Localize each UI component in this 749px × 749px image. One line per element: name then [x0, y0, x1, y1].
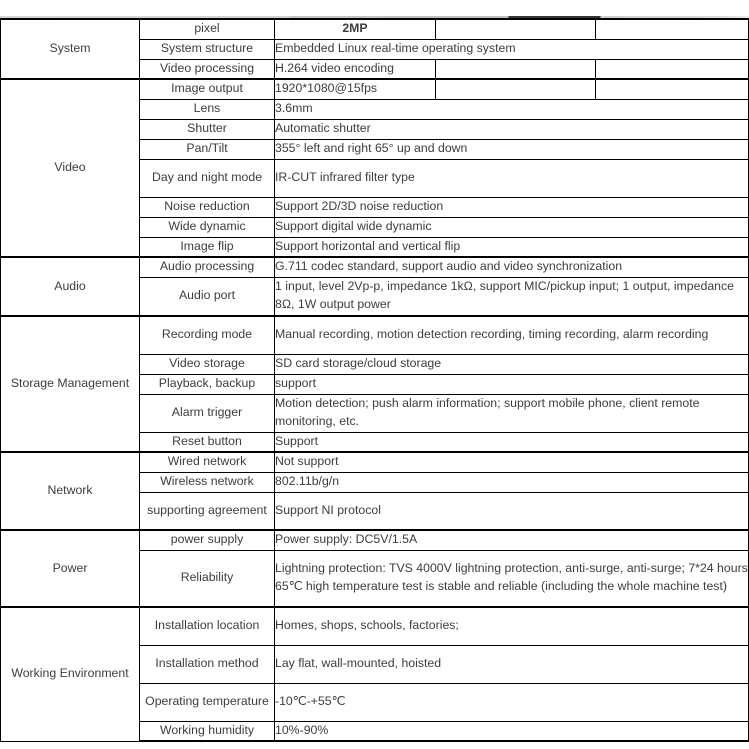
- parameter-value-cell: Support 2D/3D noise reduction: [275, 197, 749, 217]
- parameter-value-cell: 3.6mm: [275, 99, 749, 119]
- empty-cell: [436, 79, 596, 99]
- parameter-value-cell: Manual recording, motion detection recording, timing recording, alarm recording: [275, 316, 749, 354]
- parameter-name-cell: System structure: [140, 39, 275, 59]
- empty-cell: [596, 59, 749, 79]
- parameter-value-cell: 355° left and right 65° up and down: [275, 139, 749, 159]
- section-group-label: Storage Management: [1, 316, 140, 452]
- parameter-name-cell: Operating temperature: [140, 683, 275, 721]
- parameter-value-cell: H.264 video encoding: [275, 59, 436, 79]
- section-group-label: Audio: [1, 257, 140, 316]
- section-group-label: Power: [1, 530, 140, 607]
- parameter-name-cell: Playback, backup: [140, 374, 275, 394]
- empty-cell: [436, 59, 596, 79]
- section-group-label: Working Environment: [1, 607, 140, 741]
- parameter-value-cell: Support: [275, 432, 749, 452]
- parameter-name-cell: Installation method: [140, 645, 275, 683]
- parameter-value-cell: Not support: [275, 452, 749, 472]
- parameter-name-cell: Audio port: [140, 277, 275, 316]
- table-row: [1, 316, 749, 354]
- table-row: [1, 452, 749, 472]
- parameter-name-cell: Image output: [140, 79, 275, 99]
- parameter-name-cell: Pan/Tilt: [140, 139, 275, 159]
- parameter-value-cell: SD card storage/cloud storage: [275, 354, 749, 374]
- parameter-value-cell: Support NI protocol: [275, 492, 749, 530]
- parameter-name-cell: Alarm trigger: [140, 394, 275, 432]
- parameter-name-cell: Recording mode: [140, 316, 275, 354]
- table-row: [1, 530, 749, 550]
- parameter-value-cell: Support horizontal and vertical flip: [275, 237, 749, 257]
- parameter-name-cell: Reliability: [140, 550, 275, 607]
- parameter-name-cell: Wireless network: [140, 472, 275, 492]
- parameter-value-cell: 10%-90%: [275, 721, 749, 741]
- parameter-name-cell: Working humidity: [140, 721, 275, 741]
- table-row: [1, 607, 749, 645]
- parameter-name-cell: supporting agreement: [140, 492, 275, 530]
- parameter-value-cell: -10℃-+55℃: [275, 683, 749, 721]
- parameter-name-cell: Video processing: [140, 59, 275, 79]
- specification-table: [0, 18, 749, 742]
- parameter-name-cell: Wired network: [140, 452, 275, 472]
- parameter-name-cell: Video storage: [140, 354, 275, 374]
- table-row: [1, 257, 749, 277]
- parameter-value-cell: 2MP: [275, 19, 436, 39]
- parameter-value-cell: Lay flat, wall-mounted, hoisted: [275, 645, 749, 683]
- parameter-value-cell: 802.11b/g/n: [275, 472, 749, 492]
- table-row: [1, 79, 749, 99]
- section-group-label: Network: [1, 452, 140, 530]
- empty-cell: [596, 79, 749, 99]
- parameter-name-cell: power supply: [140, 530, 275, 550]
- parameter-value-cell: 1920*1080@15fps: [275, 79, 436, 99]
- parameter-value-cell: G.711 codec standard, support audio and video synchronization: [275, 257, 749, 277]
- parameter-name-cell: Noise reduction: [140, 197, 275, 217]
- parameter-name-cell: Day and night mode: [140, 159, 275, 197]
- parameter-value-cell: IR-CUT infrared filter type: [275, 159, 749, 197]
- parameter-value-cell: 1 input, level 2Vp-p, impedance 1kΩ, support MIC/pickup input; 1 output, impedance 8Ω, 1W output power: [275, 277, 749, 316]
- parameter-name-cell: Audio processing: [140, 257, 275, 277]
- empty-cell: [436, 19, 596, 39]
- parameter-name-cell: Installation location: [140, 607, 275, 645]
- parameter-name-cell: Reset button: [140, 432, 275, 452]
- parameter-value-cell: Power supply: DC5V/1.5A: [275, 530, 749, 550]
- parameter-value-cell: Automatic shutter: [275, 119, 749, 139]
- parameter-value-cell: Motion detection; push alarm information; support mobile phone, client remote monitoring, etc.: [275, 394, 749, 432]
- parameter-value-cell: Support digital wide dynamic: [275, 217, 749, 237]
- parameter-value-cell: Homes, shops, schools, factories;: [275, 607, 749, 645]
- section-group-label: Video: [1, 79, 140, 257]
- parameter-name-cell: Image flip: [140, 237, 275, 257]
- parameter-name-cell: pixel: [140, 19, 275, 39]
- section-group-label: System: [1, 19, 140, 79]
- parameter-name-cell: Shutter: [140, 119, 275, 139]
- table-row: [1, 19, 749, 39]
- parameter-value-cell: support: [275, 374, 749, 394]
- parameter-name-cell: Wide dynamic: [140, 217, 275, 237]
- parameter-name-cell: Lens: [140, 99, 275, 119]
- empty-cell: [596, 19, 749, 39]
- parameter-value-cell: Lightning protection: TVS 4000V lightning protection, anti-surge, anti-surge; 7*24 hours 65℃ high temperature test is stable and reliable (including the whole machine test): [275, 550, 749, 607]
- parameter-value-cell: Embedded Linux real-time operating system: [275, 39, 749, 59]
